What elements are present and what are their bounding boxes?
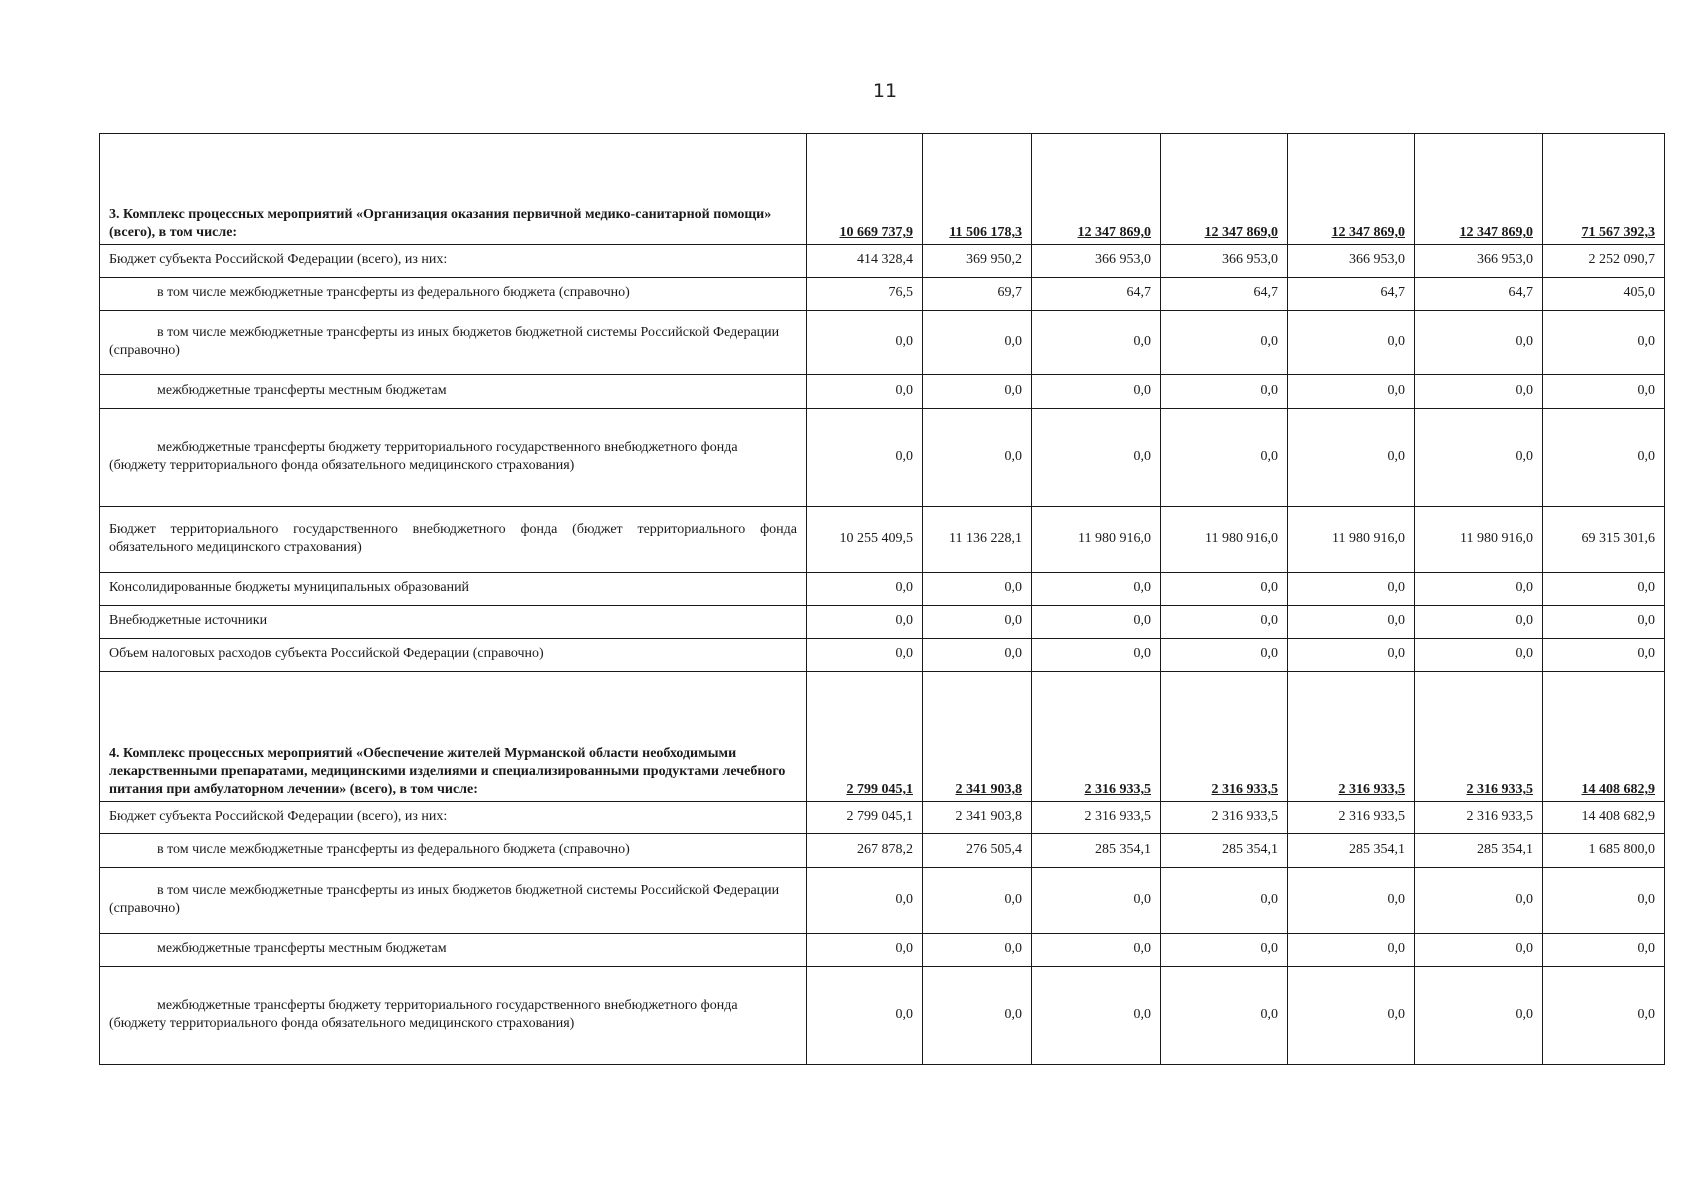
value-cell: 0,0 [1161,868,1288,934]
value-cell: 2 316 933,5 [1288,672,1415,802]
value-cell: 0,0 [1288,606,1415,639]
value-cell: 0,0 [1032,639,1161,672]
row-label: в том числе межбюджетные трансферты из федерального бюджета (справочно) [100,834,807,868]
row-label: межбюджетные трансферты местным бюджетам [100,375,807,409]
value-cell: 0,0 [923,639,1032,672]
value-cell: 0,0 [807,573,923,606]
value-cell: 0,0 [807,375,923,409]
value-cell: 11 980 916,0 [1415,507,1543,573]
value-cell: 0,0 [807,606,923,639]
value-cell: 0,0 [807,934,923,967]
value-cell: 11 136 228,1 [923,507,1032,573]
budget-table-body [100,134,1665,1065]
value-cell: 285 354,1 [1032,834,1161,868]
value-cell: 0,0 [1415,409,1543,507]
total-cell: 405,0 [1543,278,1665,311]
value-cell: 10 255 409,5 [807,507,923,573]
value-cell: 0,0 [1032,409,1161,507]
value-cell: 0,0 [1415,573,1543,606]
value-cell: 69,7 [923,278,1032,311]
value-cell: 2 316 933,5 [1161,672,1288,802]
value-cell: 414 328,4 [807,245,923,278]
value-cell: 0,0 [923,573,1032,606]
value-cell: 366 953,0 [1288,245,1415,278]
value-cell: 285 354,1 [1288,834,1415,868]
value-cell: 11 506 178,3 [923,134,1032,245]
total-cell: 14 408 682,9 [1543,802,1665,834]
value-cell: 0,0 [1161,409,1288,507]
value-cell: 276 505,4 [923,834,1032,868]
value-cell: 2 799 045,1 [807,802,923,834]
row-label: Бюджет субъекта Российской Федерации (всего), из них: [100,245,807,278]
total-cell: 69 315 301,6 [1543,507,1665,573]
value-cell: 0,0 [1161,311,1288,375]
value-cell: 0,0 [1161,934,1288,967]
value-cell: 0,0 [1288,639,1415,672]
value-cell: 0,0 [1288,573,1415,606]
total-cell: 0,0 [1543,375,1665,409]
section-title: 4. Комплекс процессных мероприятий «Обеспечение жителей Мурманской области необходимыми лекарственными препаратами, медицинскими изделиями и специализированными продуктами лечебного питания при амбулаторном лечении» (всего), в том числе: [100,672,807,802]
value-cell: 0,0 [923,311,1032,375]
total-cell: 71 567 392,3 [1543,134,1665,245]
row-label: Объем налоговых расходов субъекта Российской Федерации (справочно) [100,639,807,672]
value-cell: 2 316 933,5 [1032,802,1161,834]
row-label: межбюджетные трансферты местным бюджетам [100,934,807,967]
value-cell: 0,0 [1415,375,1543,409]
value-cell: 2 316 933,5 [1288,802,1415,834]
value-cell: 0,0 [1288,868,1415,934]
value-cell: 76,5 [807,278,923,311]
table-row [100,278,1665,311]
budget-table [99,133,1665,1065]
table-row [100,802,1665,834]
row-label: Консолидированные бюджеты муниципальных образований [100,573,807,606]
value-cell: 0,0 [807,639,923,672]
value-cell: 0,0 [923,409,1032,507]
row-label: в том числе межбюджетные трансферты из иных бюджетов бюджетной системы Российской Федерации (справочно) [100,311,807,375]
section-row [100,134,1665,245]
value-cell: 0,0 [807,409,923,507]
value-cell: 0,0 [1288,967,1415,1065]
section-title: 3. Комплекс процессных мероприятий «Организация оказания первичной медико-санитарной помощи» (всего), в том числе: [100,134,807,245]
value-cell: 0,0 [1415,967,1543,1065]
value-cell: 12 347 869,0 [1415,134,1543,245]
value-cell: 0,0 [807,868,923,934]
row-label: Бюджет субъекта Российской Федерации (всего), из них: [100,802,807,834]
total-cell: 0,0 [1543,967,1665,1065]
value-cell: 0,0 [1032,868,1161,934]
value-cell: 0,0 [1032,934,1161,967]
value-cell: 0,0 [1288,311,1415,375]
row-label: Бюджет территориального государственного внебюджетного фонда (бюджет территориального фонда обязательного медицинского страхования) [100,507,807,573]
row-label: в том числе межбюджетные трансферты из иных бюджетов бюджетной системы Российской Федерации (справочно) [100,868,807,934]
value-cell: 0,0 [1161,375,1288,409]
value-cell: 12 347 869,0 [1288,134,1415,245]
value-cell: 0,0 [1161,639,1288,672]
table-row [100,639,1665,672]
value-cell: 366 953,0 [1161,245,1288,278]
value-cell: 64,7 [1415,278,1543,311]
table-row [100,868,1665,934]
value-cell: 285 354,1 [1161,834,1288,868]
value-cell: 2 341 903,8 [923,802,1032,834]
table-row [100,606,1665,639]
value-cell: 0,0 [923,375,1032,409]
value-cell: 366 953,0 [1032,245,1161,278]
total-cell: 0,0 [1543,934,1665,967]
table-row [100,934,1665,967]
value-cell: 0,0 [807,311,923,375]
value-cell: 0,0 [1415,934,1543,967]
value-cell: 366 953,0 [1415,245,1543,278]
row-label: межбюджетные трансферты бюджету территориального государственного внебюджетного фонда (бюджету территориального фонда обязательного медицинского страхования) [100,967,807,1065]
value-cell: 0,0 [1032,375,1161,409]
value-cell: 0,0 [923,606,1032,639]
value-cell: 0,0 [1415,639,1543,672]
value-cell: 0,0 [1288,409,1415,507]
total-cell: 0,0 [1543,573,1665,606]
value-cell: 12 347 869,0 [1032,134,1161,245]
value-cell: 369 950,2 [923,245,1032,278]
value-cell: 267 878,2 [807,834,923,868]
table-row [100,507,1665,573]
value-cell: 0,0 [1032,573,1161,606]
value-cell: 10 669 737,9 [807,134,923,245]
value-cell: 2 316 933,5 [1161,802,1288,834]
value-cell: 0,0 [923,967,1032,1065]
total-cell: 0,0 [1543,311,1665,375]
total-cell: 14 408 682,9 [1543,672,1665,802]
total-cell: 1 685 800,0 [1543,834,1665,868]
value-cell: 0,0 [1161,573,1288,606]
value-cell: 2 341 903,8 [923,672,1032,802]
value-cell: 0,0 [923,934,1032,967]
value-cell: 0,0 [923,868,1032,934]
value-cell: 64,7 [1032,278,1161,311]
row-label: межбюджетные трансферты бюджету территориального государственного внебюджетного фонда (бюджету территориального фонда обязательного медицинского страхования) [100,409,807,507]
value-cell: 11 980 916,0 [1032,507,1161,573]
value-cell: 0,0 [1288,375,1415,409]
table-row [100,967,1665,1065]
total-cell: 0,0 [1543,868,1665,934]
value-cell: 2 316 933,5 [1415,672,1543,802]
table-row [100,573,1665,606]
page-number: 11 [872,80,898,102]
row-label: Внебюджетные источники [100,606,807,639]
value-cell: 64,7 [1161,278,1288,311]
table-row [100,834,1665,868]
total-cell: 2 252 090,7 [1543,245,1665,278]
value-cell: 0,0 [1032,967,1161,1065]
value-cell: 11 980 916,0 [1288,507,1415,573]
value-cell: 0,0 [1161,967,1288,1065]
value-cell: 0,0 [1032,606,1161,639]
total-cell: 0,0 [1543,409,1665,507]
section-row [100,672,1665,802]
value-cell: 2 316 933,5 [1415,802,1543,834]
value-cell: 0,0 [807,967,923,1065]
value-cell: 2 799 045,1 [807,672,923,802]
value-cell: 0,0 [1161,606,1288,639]
value-cell: 0,0 [1415,868,1543,934]
value-cell: 0,0 [1415,606,1543,639]
total-cell: 0,0 [1543,639,1665,672]
value-cell: 12 347 869,0 [1161,134,1288,245]
table-row [100,375,1665,409]
value-cell: 64,7 [1288,278,1415,311]
table-row [100,245,1665,278]
value-cell: 0,0 [1415,311,1543,375]
value-cell: 0,0 [1288,934,1415,967]
value-cell: 0,0 [1032,311,1161,375]
row-label: в том числе межбюджетные трансферты из федерального бюджета (справочно) [100,278,807,311]
value-cell: 285 354,1 [1415,834,1543,868]
table-row [100,409,1665,507]
total-cell: 0,0 [1543,606,1665,639]
table-row [100,311,1665,375]
value-cell: 2 316 933,5 [1032,672,1161,802]
value-cell: 11 980 916,0 [1161,507,1288,573]
